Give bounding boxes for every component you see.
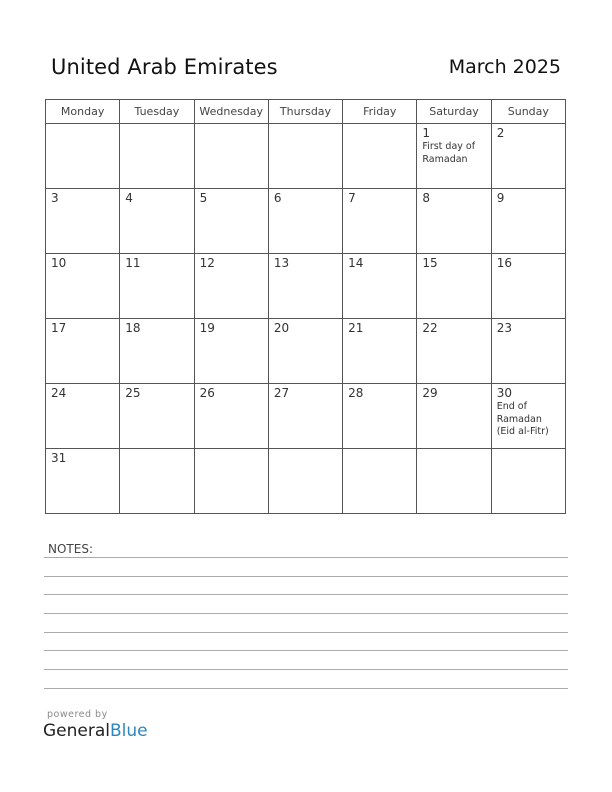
day-cell-19[interactable] [194, 319, 268, 384]
notes-line[interactable] [44, 594, 568, 595]
day-number: 2 [496, 126, 505, 140]
day-number: 18 [125, 321, 141, 335]
calendar-week-row [46, 254, 566, 319]
day-cell-20[interactable] [268, 319, 342, 384]
empty-day-cell[interactable] [120, 449, 194, 514]
day-number: 11 [125, 256, 141, 270]
day-cell-26[interactable] [194, 384, 268, 449]
day-cell-14[interactable] [343, 254, 417, 319]
weekday-header: Sunday [491, 100, 565, 124]
day-number: 13 [273, 256, 290, 270]
day-number: 10 [51, 256, 67, 270]
weekday-header: Friday [343, 100, 417, 124]
notes-line[interactable] [44, 613, 568, 614]
day-number: 12 [199, 256, 215, 270]
day-cell-15[interactable] [417, 254, 491, 319]
day-number: 30 [496, 386, 512, 400]
day-number: 5 [199, 191, 208, 205]
day-number: 31 [51, 451, 67, 465]
calendar-week-row [46, 449, 566, 514]
day-cell-1[interactable] [417, 124, 491, 189]
empty-day-cell[interactable] [120, 124, 194, 189]
day-cell-24[interactable] [46, 384, 120, 449]
empty-day-cell[interactable] [343, 124, 417, 189]
day-cell-17[interactable] [46, 319, 120, 384]
calendar-weeks [46, 124, 566, 514]
day-number: 27 [273, 386, 290, 400]
calendar-week-row [46, 124, 566, 189]
day-cell-8[interactable] [417, 189, 491, 254]
brand-blue-text: Blue [110, 721, 148, 741]
generalblue-logo[interactable] [43, 721, 148, 741]
weekday-header: Wednesday [194, 100, 268, 124]
day-cell-22[interactable] [417, 319, 491, 384]
day-cell-12[interactable] [194, 254, 268, 319]
day-number: 29 [422, 386, 438, 400]
day-cell-10[interactable] [46, 254, 120, 319]
day-cell-23[interactable] [491, 319, 565, 384]
weekday-header: Thursday [268, 100, 342, 124]
notes-line[interactable] [44, 632, 568, 633]
notes-line[interactable] [44, 557, 568, 558]
day-number: 1 [422, 126, 431, 140]
day-number: 6 [273, 191, 282, 205]
day-number: 22 [422, 321, 438, 335]
empty-day-cell[interactable] [343, 449, 417, 514]
weekday-header-row [46, 100, 566, 124]
day-cell-27[interactable] [268, 384, 342, 449]
day-cell-9[interactable] [491, 189, 565, 254]
day-cell-2[interactable] [491, 124, 565, 189]
month-calendar-grid [45, 99, 566, 514]
day-cell-11[interactable] [120, 254, 194, 319]
holiday-label: First day of Ramadan [422, 141, 476, 165]
calendar-week-row [46, 189, 566, 254]
day-number: 21 [348, 321, 364, 335]
brand-general-text: General [43, 721, 110, 741]
day-cell-30[interactable] [491, 384, 565, 449]
powered-by-text: powered by [47, 709, 108, 720]
empty-day-cell[interactable] [491, 449, 565, 514]
day-number: 28 [348, 386, 364, 400]
day-number: 7 [348, 191, 356, 205]
day-number: 20 [273, 321, 290, 335]
weekday-header: Saturday [417, 100, 491, 124]
day-number: 16 [496, 256, 512, 270]
day-cell-31[interactable] [46, 449, 120, 514]
holiday-label: End of Ramadan (Eid al-Fitr) [496, 401, 549, 437]
calendar-month-title: March 2025 [448, 56, 561, 78]
day-cell-13[interactable] [268, 254, 342, 319]
day-cell-7[interactable] [343, 189, 417, 254]
empty-day-cell[interactable] [194, 124, 268, 189]
day-cell-21[interactable] [343, 319, 417, 384]
day-number: 14 [348, 256, 364, 270]
day-cell-18[interactable] [120, 319, 194, 384]
day-cell-3[interactable] [46, 189, 120, 254]
notes-line[interactable] [44, 576, 568, 577]
calendar-country-title: United Arab Emirates [51, 55, 278, 79]
day-number: 23 [496, 321, 512, 335]
day-cell-4[interactable] [120, 189, 194, 254]
day-cell-16[interactable] [491, 254, 565, 319]
day-cell-28[interactable] [343, 384, 417, 449]
empty-day-cell[interactable] [268, 124, 342, 189]
day-number: 19 [199, 321, 215, 335]
notes-line[interactable] [44, 650, 568, 651]
weekday-header: Monday [46, 100, 120, 124]
notes-line[interactable] [44, 669, 568, 670]
day-number: 25 [125, 386, 141, 400]
day-number: 17 [51, 321, 67, 335]
notes-line[interactable] [44, 688, 568, 689]
day-number: 24 [51, 386, 67, 400]
day-cell-6[interactable] [268, 189, 342, 254]
empty-day-cell[interactable] [268, 449, 342, 514]
weekday-header: Tuesday [120, 100, 194, 124]
empty-day-cell[interactable] [46, 124, 120, 189]
calendar-week-row [46, 384, 566, 449]
empty-day-cell[interactable] [194, 449, 268, 514]
day-number: 9 [496, 191, 505, 205]
day-cell-25[interactable] [120, 384, 194, 449]
day-number: 15 [422, 256, 438, 270]
day-cell-5[interactable] [194, 189, 268, 254]
empty-day-cell[interactable] [417, 449, 491, 514]
notes-label: NOTES: [48, 542, 93, 556]
day-cell-29[interactable] [417, 384, 491, 449]
calendar-week-row [46, 319, 566, 384]
day-number: 4 [125, 191, 133, 205]
day-number: 8 [422, 191, 431, 205]
day-number: 3 [51, 191, 59, 205]
day-number: 26 [199, 386, 215, 400]
